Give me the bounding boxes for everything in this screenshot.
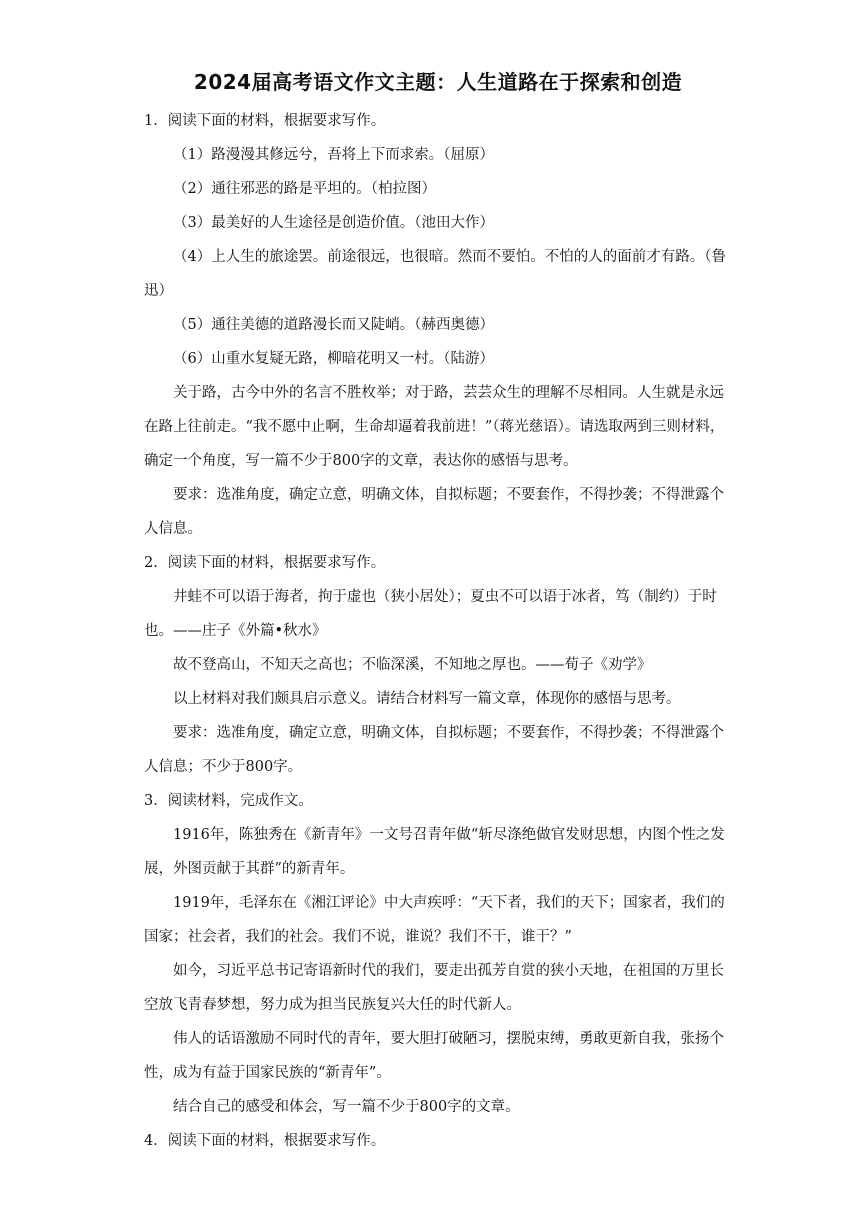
quote-5: （5）通往美德的道路漫长而又陡峭。（赫西奥德）	[173, 317, 494, 333]
question-3-paragraph-2: 1919年，毛泽东在《湘江评论》中大声疾呼：“天下者，我们的天下；国家者，我们的国家；社会者，我们的社会。我们不说，谁说？我们不干，谁干？”	[144, 895, 725, 945]
question-1-requirements: 要求：选准角度，确定立意，明确文体，自拟标题；不要套作，不得抄袭；不得泄露个人信息。	[144, 487, 724, 537]
question-4-header: 4．阅读下面的材料，根据要求写作。	[144, 1133, 386, 1149]
question-2-material-1: 井蛙不可以语于海者，拘于虚也（狭小居处）；夏虫不可以语于冰者，笃（制约）于时也。——庄子《外篇•秋水》	[144, 589, 717, 639]
question-3-paragraph-4: 伟人的话语激励不同时代的青年，要大胆打破陋习，摆脱束缚，勇敢更新自我，张扬个性，成为有益于国家民族的“新青年”。	[144, 1031, 724, 1081]
quote-3: （3）最美好的人生途径是创造价值。（池田大作）	[173, 215, 494, 231]
quote-1: （1）路漫漫其修远兮，吾将上下而求索。（屈原）	[173, 147, 494, 163]
question-4	[144, 1124, 732, 1158]
question-1-header: 1．阅读下面的材料，根据要求写作。	[144, 113, 386, 129]
document-title: 2024届高考语文作文主题：人生道路在于探索和创造	[193, 70, 683, 94]
question-3-paragraph-5: 结合自己的感受和体会，写一篇不少于800字的文章。	[173, 1099, 520, 1115]
question-3-header: 3．阅读材料，完成作文。	[144, 793, 313, 809]
question-3-paragraph-3: 如今，习近平总书记寄语新时代的我们，要走出孤芳自赏的狭小天地，在祖国的万里长空放飞青春梦想，努力成为担当民族复兴大任的时代新人。	[144, 963, 724, 1013]
question-3-paragraph-1: 1916年，陈独秀在《新青年》一文号召青年做“斩尽涤绝做官发财思想，内图个性之发展，外图贡献于其群”的新青年。	[144, 827, 725, 877]
question-1	[144, 104, 732, 546]
question-2-header: 2．阅读下面的材料，根据要求写作。	[144, 555, 386, 571]
quote-4: （4）上人生的旅途罢。前途很远，也很暗。然而不要怕。不怕的人的面前才有路。（鲁迅）	[144, 249, 726, 299]
question-3	[144, 784, 732, 1124]
question-2	[144, 546, 732, 784]
question-2-material-2: 故不登高山，不知天之高也；不临深溪，不知地之厚也。——荀子《劝学》	[173, 657, 652, 673]
question-2-paragraph: 以上材料对我们颇具启示意义。请结合材料写一篇文章，体现你的感悟与思考。	[173, 691, 681, 707]
quote-2: （2）通往邪恶的路是平坦的。（柏拉图）	[173, 181, 436, 197]
question-2-requirements: 要求：选准角度，确定立意，明确文体，自拟标题；不要套作，不得抄袭；不得泄露个人信息；不少于800字。	[144, 725, 724, 775]
question-1-paragraph: 关于路，古今中外的名言不胜枚举；对于路，芸芸众生的理解不尽相同。人生就是永远在路上往前走。“我不愿中止啊，生命却逼着我前进！”（蒋光慈语）。请选取两到三则材料，确定一个角度，写一篇不少于800字的文章，表达你的感悟与思考。	[144, 385, 725, 469]
quote-6: （6）山重水复疑无路，柳暗花明又一村。（陆游）	[173, 351, 494, 367]
